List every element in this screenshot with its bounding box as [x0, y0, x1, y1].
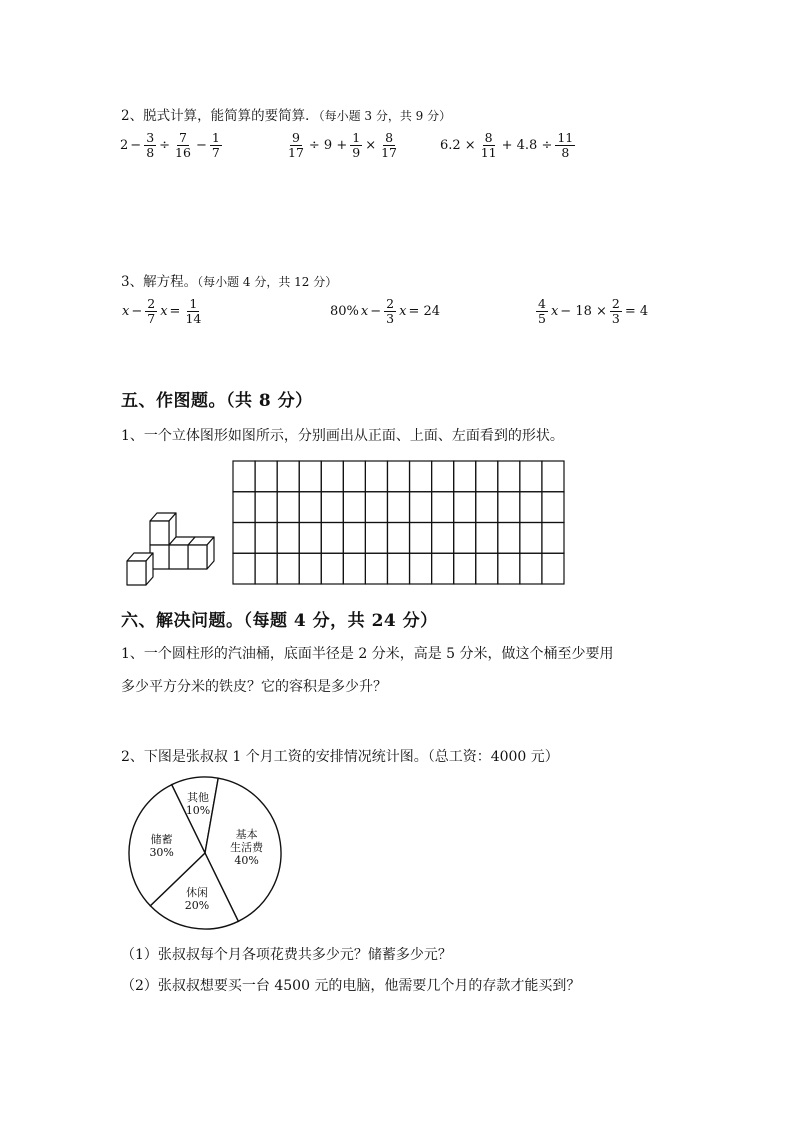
grid-cell [498, 492, 520, 523]
grid-cell [387, 461, 409, 492]
grid-cell [233, 553, 255, 584]
section6-question-1-line1: 1、一个圆柱形的汽油桶，底面半径是 2 分米，高是 5 分米，做这个桶至少要用 [121, 646, 614, 662]
grid-cell [520, 553, 542, 584]
grid-cell [498, 553, 520, 584]
grid-cell [432, 523, 454, 554]
grid-cell [299, 553, 321, 584]
grid-cell [233, 461, 255, 492]
calc-expression-2: $\frac{9}{17}$ ÷ 9 + $\frac{1}{9}$ × $\frac{8}{17}$ [288, 130, 397, 161]
grid-cell [387, 492, 409, 523]
grid-cell [277, 523, 299, 554]
grid-cell [410, 492, 432, 523]
drawing-grid [232, 460, 565, 585]
fraction: $\frac{8}{11}$ [480, 130, 497, 161]
grid-cell [365, 492, 387, 523]
equation-1: x − $\frac{2}{7}$ x = $\frac{1}{14}$ [122, 296, 202, 327]
grid-cell [321, 492, 343, 523]
fraction: $\frac{7}{16}$ [175, 130, 191, 161]
grid-cell [277, 553, 299, 584]
grid-cell [454, 553, 476, 584]
grid-cell [365, 553, 387, 584]
section5-question-1: 1、一个立体图形如图所示，分别画出从正面、上面、左面看到的形状。 [121, 428, 564, 444]
grid-cell [255, 523, 277, 554]
section6-heading: 六、解决问题。（每题 4 分，共 24 分） [121, 611, 438, 631]
grid-cell [277, 461, 299, 492]
equation-title: 3、解方程。 [121, 274, 198, 290]
grid-cell [343, 492, 365, 523]
section6-subquestion-1: （1）张叔叔每个月各项花费共多少元？储蓄多少元？ [121, 947, 452, 963]
grid-cell [520, 461, 542, 492]
grid-cell [542, 523, 564, 554]
grid-cell [299, 492, 321, 523]
fraction: $\frac{2}{7}$ [147, 296, 156, 327]
grid-cell [454, 461, 476, 492]
grid-cell [255, 492, 277, 523]
pie-category-label: 休闲 [186, 885, 209, 899]
grid-cell [542, 553, 564, 584]
grid-cell [476, 553, 498, 584]
grid-cell [321, 553, 343, 584]
pie-percent-label: 40% [234, 854, 259, 868]
grid-cell [343, 523, 365, 554]
fraction: $\frac{3}{8}$ [146, 130, 155, 161]
cube-front-face [150, 521, 169, 545]
calc-title: 2、脱式计算，能简算的要简算． [121, 108, 319, 124]
fraction: $\frac{9}{17}$ [288, 130, 304, 161]
grid-cell [520, 492, 542, 523]
grid-cell [255, 461, 277, 492]
grid-cell [454, 523, 476, 554]
equation-note: （每小题 4 分，共 12 分） [197, 275, 338, 289]
grid-cell [299, 461, 321, 492]
grid-cell [476, 461, 498, 492]
equation-question [121, 270, 337, 290]
grid-cell [476, 492, 498, 523]
calc-note: （每小题 3 分，共 9 分） [318, 109, 452, 123]
grid-cell [410, 461, 432, 492]
grid-cell [454, 492, 476, 523]
grid-cell [432, 461, 454, 492]
grid-cell [343, 553, 365, 584]
grid-cell [299, 523, 321, 554]
grid-cell [498, 461, 520, 492]
grid-cell [321, 523, 343, 554]
pie-category-label: 生活费 [230, 841, 264, 855]
section6-subquestion-2: （2）张叔叔想要买一台 4500 元的电脑，他需要几个月的存款才能买到？ [121, 978, 581, 994]
fraction: $\frac{4}{5}$ [538, 296, 546, 327]
grid-cell [542, 492, 564, 523]
grid-cell [520, 523, 542, 554]
grid-cell [410, 523, 432, 554]
fraction: $\frac{8}{17}$ [381, 130, 397, 161]
section6-question-2: 2、下图是张叔叔 1 个月工资的安排情况统计图。（总工资：4000 元） [121, 749, 559, 765]
calc-expression-1: 2 − $\frac{3}{8}$ ÷ $\frac{7}{16}$ − $\frac{1}{7}$ [120, 130, 220, 161]
section6-question-1-line2: 多少平方分米的铁皮？它的容积是多少升？ [121, 679, 387, 695]
grid-cell [387, 553, 409, 584]
grid-cell [343, 461, 365, 492]
grid-cell [233, 492, 255, 523]
pie-percent-label: 30% [149, 845, 174, 859]
grid-cell [387, 523, 409, 554]
calc-question [121, 104, 451, 124]
fraction: $\frac{1}{7}$ [211, 130, 220, 161]
pie-percent-label: 10% [185, 803, 211, 817]
grid-cell [321, 461, 343, 492]
grid-cell [277, 492, 299, 523]
grid-cell [432, 492, 454, 523]
pie-percent-label: 20% [184, 898, 210, 912]
salary-pie-chart [125, 775, 285, 935]
grid-cell [365, 461, 387, 492]
pie-category-label: 储蓄 [150, 832, 173, 846]
fraction: $\frac{11}{8}$ [557, 130, 574, 161]
calc-expression-3: 6.2 × $\frac{8}{11}$ + 4.8 ÷ $\frac{11}{8}$ [440, 130, 574, 161]
pie-category-label: 基本 [235, 828, 258, 842]
grid-cell [410, 553, 432, 584]
grid-cell [432, 553, 454, 584]
grid-cell [255, 553, 277, 584]
fraction: $\frac{2}{3}$ [386, 296, 395, 327]
grid-cell [233, 523, 255, 554]
section5-heading: 五、作图题。（共 8 分） [121, 391, 313, 411]
fraction: $\frac{1}{9}$ [352, 130, 361, 161]
grid-cell [498, 523, 520, 554]
pie-category-label: 其他 [187, 790, 210, 804]
cube-figure [124, 508, 216, 590]
grid-cell [542, 461, 564, 492]
grid-cell [476, 523, 498, 554]
fraction: $\frac{1}{14}$ [185, 296, 202, 327]
grid-cell [365, 523, 387, 554]
equation-3: $\frac{4}{5}$ x − 18 × $\frac{2}{3}$ = 4 [538, 296, 649, 327]
equation-2: 80% x − $\frac{2}{3}$ x = 24 [330, 296, 441, 327]
fraction: $\frac{2}{3}$ [611, 296, 620, 327]
